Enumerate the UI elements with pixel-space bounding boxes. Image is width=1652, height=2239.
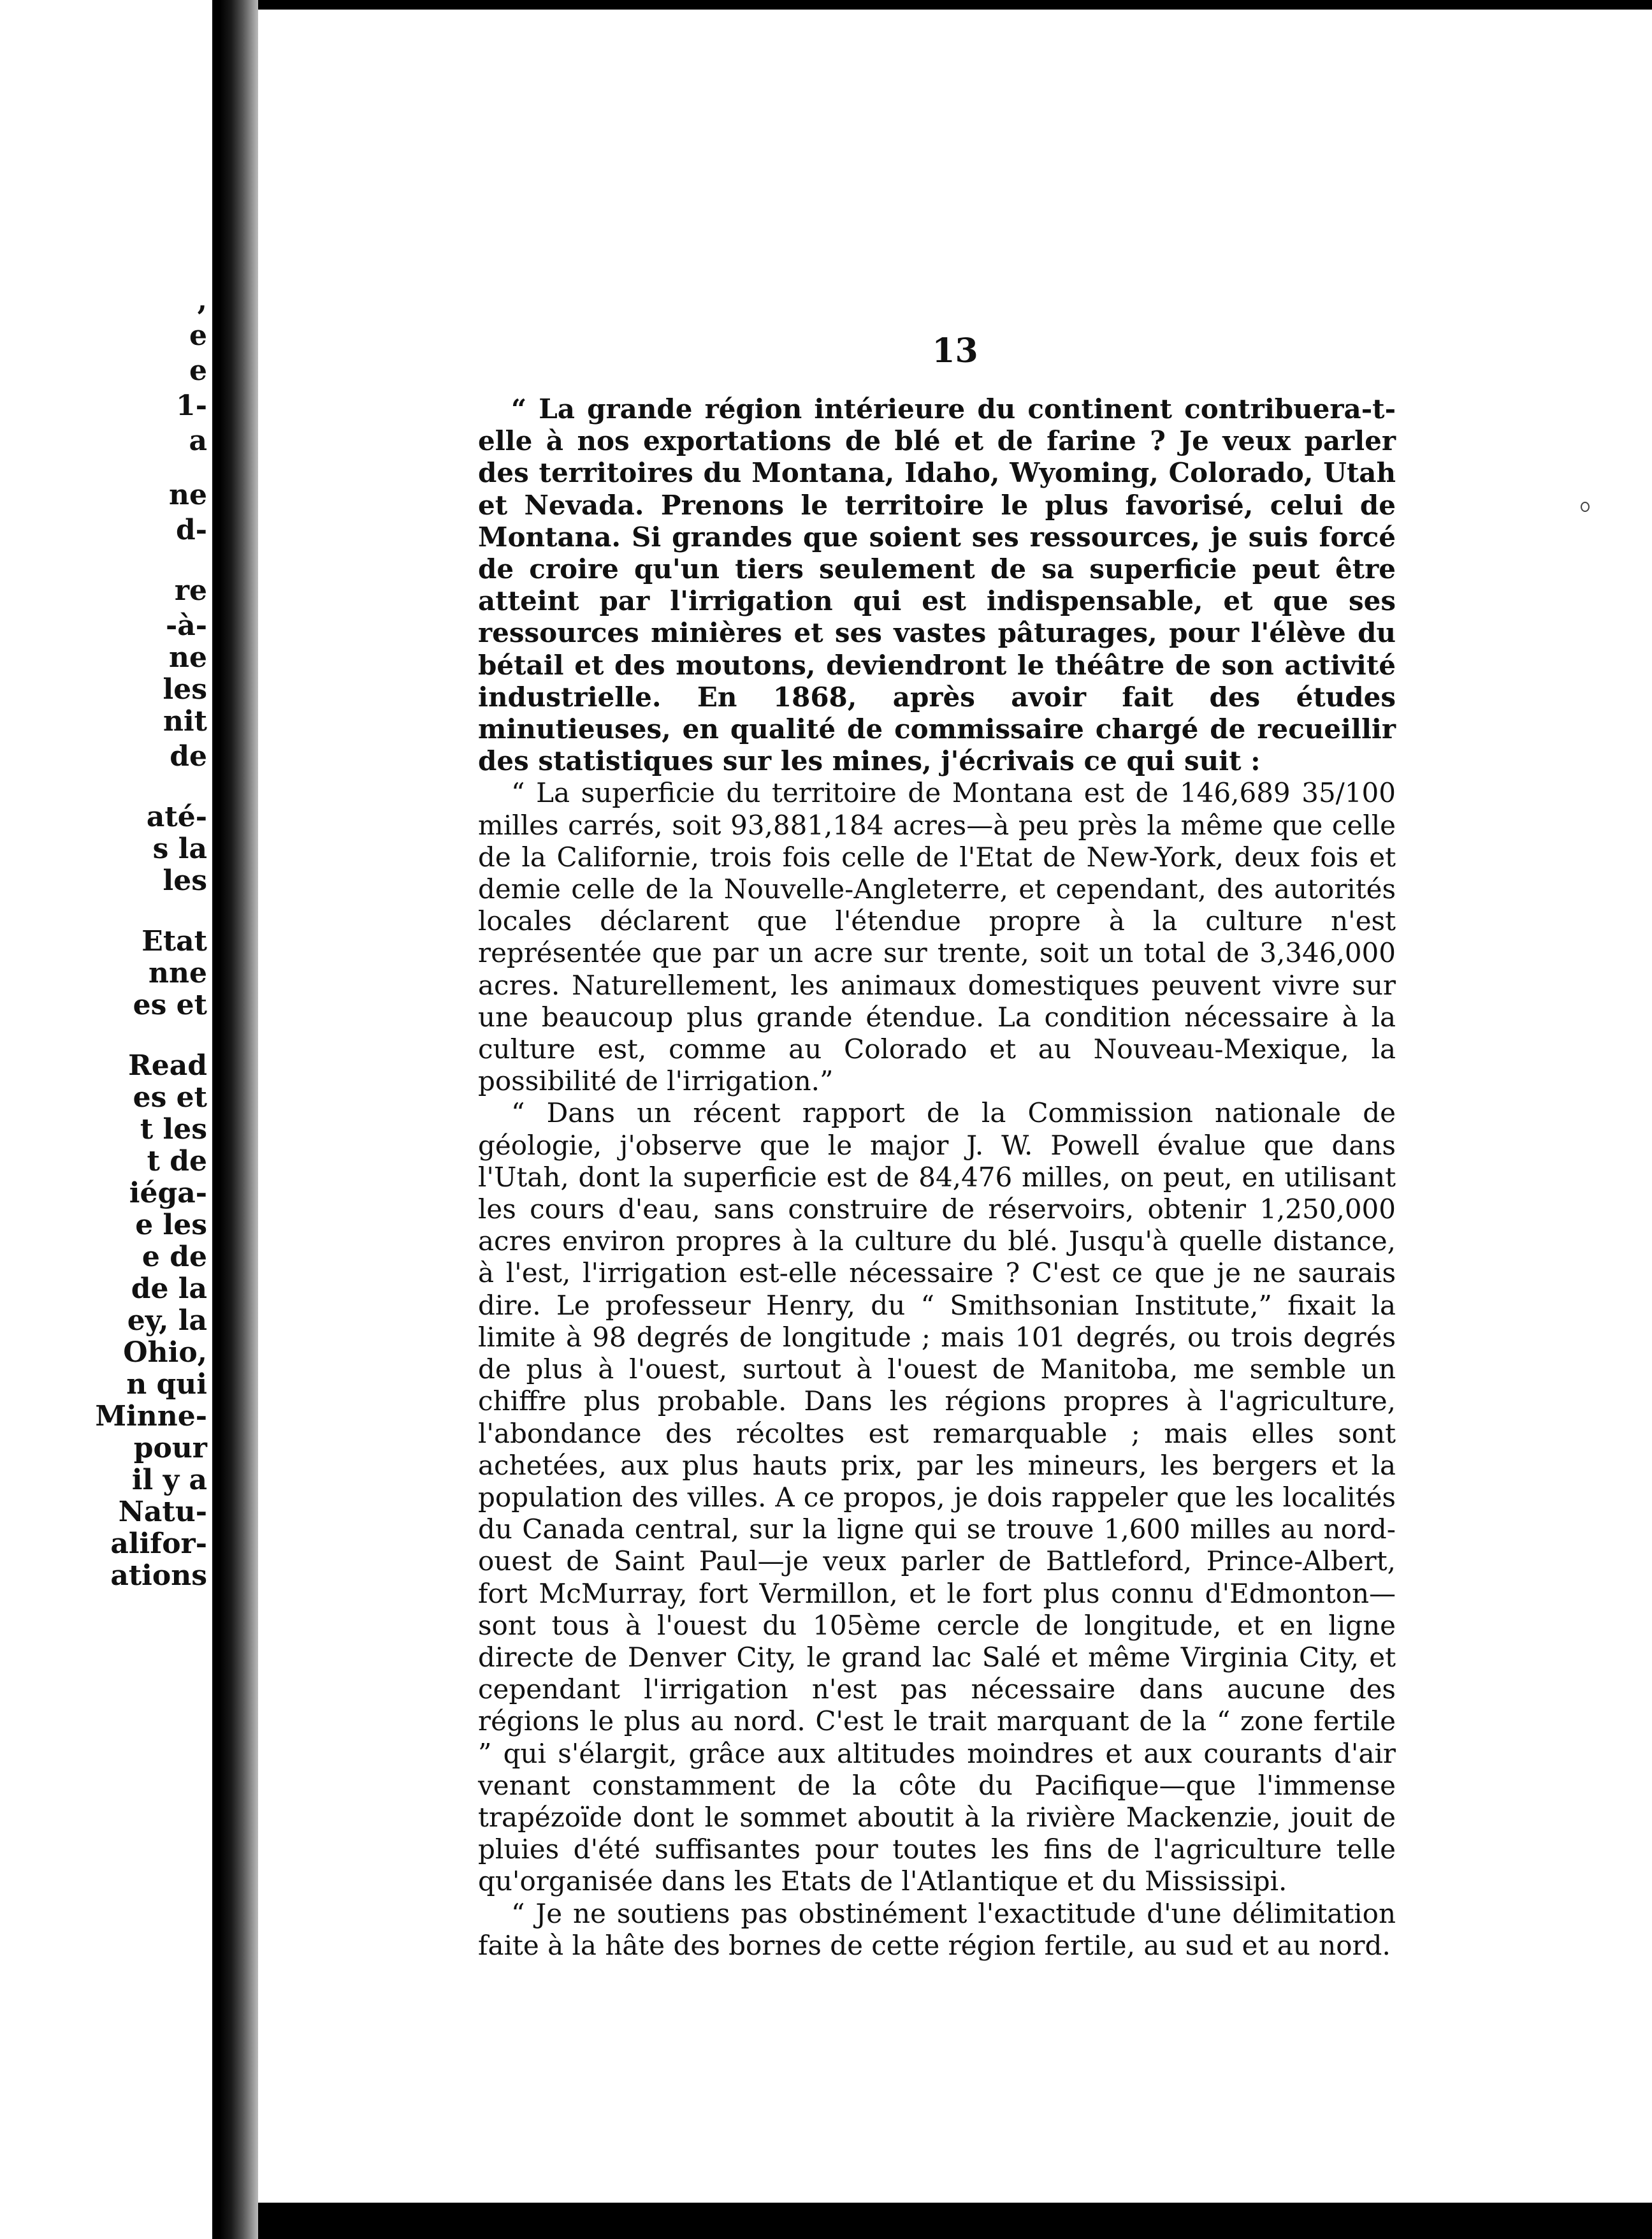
facing-page-fragment: e — [189, 319, 207, 352]
facing-page-fragment: Read — [128, 1049, 207, 1082]
facing-page-fragment: -à- — [165, 609, 207, 642]
facing-page-fragment: les — [163, 864, 207, 897]
paragraph-4: “ Je ne soutiens pas obstinément l'exactitude d'une délimitation faite à la hâte des bornes de cette région fertile, au sud et au nord. — [478, 1897, 1396, 1961]
facing-page-fragment: de — [170, 740, 207, 773]
facing-page-fragment: ations — [110, 1559, 207, 1592]
facing-page-fragment: nne — [149, 957, 207, 989]
ink-spot — [1581, 502, 1590, 512]
facing-page-fragment: es et — [133, 1081, 207, 1114]
paragraph-2: “ La superficie du territoire de Montana est de 146,689 35/100 milles carrés, soit 93,881,184 acres—à peu près la même que celle de la Californie, trois fois celle de l'Etat de New-York, deux fois et demie celle de la Nouvelle-Angleterre, et cependant, des autorités locales déclarent que l'étendue propre à la culture n'est représentée que par un acre sur trente, soit un total de 3,346,000 acres. Naturellement, les animaux domestiques peuvent vivre sur une beaucoup plus grande étendue. La condition nécessaire à la culture est, comme au Colorado et au Nouveau-Mexique, la possibilité de l'irrigation.” — [478, 777, 1396, 1097]
facing-page-fragment: Ohio, — [123, 1336, 207, 1369]
facing-page-fragment: e les — [135, 1209, 207, 1241]
facing-page-fragment: pour — [133, 1432, 207, 1464]
facing-page-fragment: a — [189, 425, 207, 457]
facing-page-fragment: d- — [175, 514, 207, 546]
facing-page-fragment: ne — [169, 479, 207, 511]
page-number: 13 — [932, 332, 978, 370]
facing-page-text-fragments — [0, 0, 212, 2239]
facing-page-fragment: , — [197, 284, 207, 317]
facing-page-fragment: nit — [163, 705, 207, 738]
facing-page-fragment: ey, la — [127, 1304, 207, 1337]
facing-page-fragment: Natu- — [118, 1496, 207, 1528]
book-page — [258, 10, 1652, 2203]
facing-page-fragment: ne — [169, 641, 207, 674]
facing-page-fragment: Etat — [141, 925, 207, 958]
facing-page-fragment: Minne- — [95, 1400, 207, 1433]
facing-page-fragment: 1- — [176, 390, 207, 422]
facing-page-fragment: t de — [147, 1145, 207, 1178]
facing-page-fragment: re — [174, 574, 207, 607]
facing-page-fragment: n qui — [126, 1368, 207, 1401]
facing-page-fragment: les — [163, 673, 207, 706]
facing-page-fragment: s la — [152, 833, 207, 865]
facing-page — [0, 0, 220, 2239]
facing-page-fragment: até- — [146, 801, 207, 833]
facing-page-fragment: il y a — [131, 1464, 207, 1496]
facing-page-fragment: e — [189, 354, 207, 387]
paragraph-3: “ Dans un récent rapport de la Commission nationale de géologie, j'observe que le major J. W. Powell évalue que dans l'Utah, dont la superficie est de 84,476 milles, on peut, en utilisant les cours d'eau, sans construire de réservoirs, obtenir 1,250,000 acres environ propres à la culture du blé. Jusqu'à quelle distance, à l'est, l'irrigation est-elle nécessaire ? C'est ce que je ne saurais dire. Le professeur Henry, du “ Smithsonian Institute,” fixait la limite à 98 degrés de longitude ; mais 101 degrés, ou trois degrés de plus à l'ouest, surtout à l'ouest de Manitoba, me semble un chiffre plus probable. Dans les régions propres à l'agriculture, l'abondance des récoltes est remarquable ; mais elles sont achetées, aux plus hauts prix, par les mineurs, les bergers et la population des villes. A ce propos, je dois rappeler que les localités du Canada central, sur la ligne qui se trouve 1,600 milles au nord-ouest de Saint Paul—je veux parler de Battleford, Prince-Albert, fort McMurray, fort Vermillon, et le fort plus connu d'Edmonton—sont tous à l'ouest du 105ème cercle de longitude, et en ligne directe de Denver City, le grand lac Salé et même Virginia City, et cependant l'irrigation n'est pas nécessaire dans aucune des régions le plus au nord. C'est le trait marquant de la “ zone fertile ” qui s'élargit, grâce aux altitudes moindres et aux courants d'air venant constamment de la côte du Pacifique—que l'immense trapézoïde dont le sommet aboutit à la rivière Mackenzie, jouit de pluies d'été suffisantes pour toutes les fins de l'agriculture telle qu'organisée dans les Etats de l'Atlantique et du Mississipi. — [478, 1097, 1396, 1897]
facing-page-fragment: es et — [133, 989, 207, 1021]
paragraph-1: “ La grande région intérieure du continent contribuera-t-elle à nos exportations de blé et de farine ? Je veux parler des territoires du Montana, Idaho, Wyoming, Colorado, Utah et Nevada. Prenons le territoire le plus favorisé, celui de Montana. Si grandes que soient ses ressources, je suis forcé de croire qu'un tiers seulement de sa superficie peut être atteint par l'irrigation qui est indispensable, et que ses ressources minières et ses vastes pâturages, pour l'élève du bétail et des moutons, deviendront le théâtre de son activité industrielle. En 1868, après avoir fait des études minutieuses, en qualité de commissaire chargé de recueillir des statistiques sur les mines, j'écrivais ce qui suit : — [478, 393, 1396, 777]
facing-page-fragment: e de — [141, 1241, 207, 1273]
facing-page-fragment: t les — [140, 1113, 207, 1146]
body-text — [478, 393, 1396, 1962]
facing-page-fragment: alifor- — [110, 1528, 207, 1560]
facing-page-fragment: de la — [131, 1273, 207, 1305]
facing-page-fragment: iéga- — [129, 1177, 207, 1209]
book-gutter — [220, 0, 258, 2239]
page-edge — [212, 0, 220, 2239]
